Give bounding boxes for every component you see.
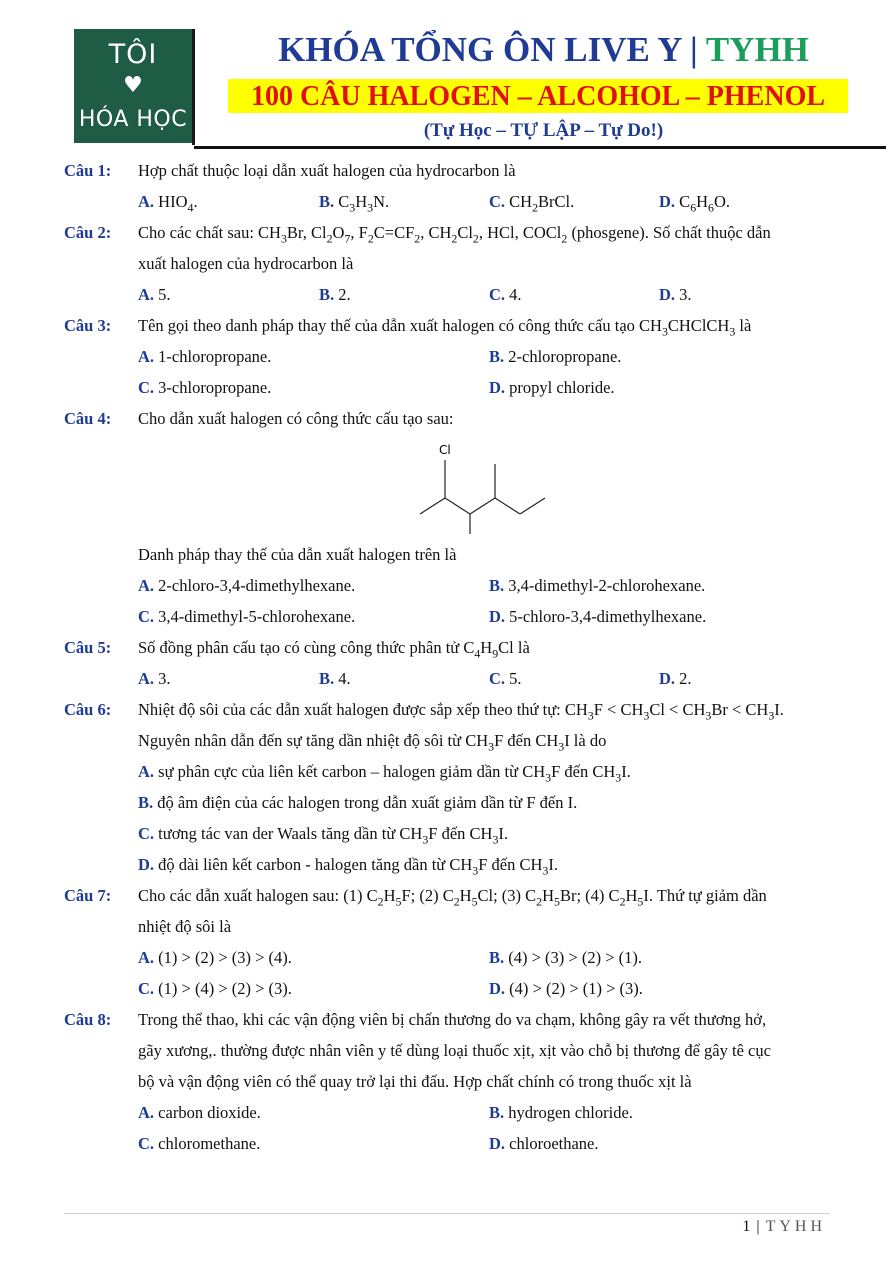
- option-letter: B.: [138, 793, 154, 812]
- question-row: [0, 725, 892, 756]
- options-row: [0, 372, 892, 403]
- header-divider: [192, 29, 195, 145]
- question-text: Cho dẫn xuất halogen có công thức cấu tạo sau:: [138, 409, 454, 428]
- bond-line: [445, 498, 470, 514]
- option-text: 5-chloro-3,4-dimethylhexane.: [505, 607, 707, 626]
- option-letter: D.: [489, 607, 506, 626]
- logo-text-top: TÔI: [108, 39, 158, 70]
- option-text: (1) > (4) > (2) > (3).: [154, 979, 292, 998]
- options-row: [0, 341, 892, 372]
- option-text: tương tác van der Waals tăng dần từ $CH_3F$ đến $CH_3I$.: [154, 824, 509, 847]
- option-text: 3.: [675, 285, 692, 304]
- question-text: Tên gọi theo danh pháp thay thế của dẫn xuất halogen có công thức cấu tạo $CH_3CHClCH_3$ là: [138, 316, 752, 339]
- question-row: [0, 632, 892, 663]
- answer-option: [138, 663, 171, 694]
- answer-option: [138, 1128, 260, 1159]
- option-letter: A.: [138, 1103, 155, 1122]
- option-letter: A.: [138, 347, 155, 366]
- option-letter: D.: [489, 979, 506, 998]
- option-text: sự phân cực của liên kết carbon – halogen giảm dần từ $CH_3F$ đến $CH_3I$.: [154, 762, 631, 785]
- bond-line: [420, 498, 445, 514]
- option-letter: A.: [138, 192, 155, 211]
- question-text: Trong thể thao, khi các vận động viên bị chấn thương do va chạm, không gây ra vết thương hở,: [138, 1010, 767, 1029]
- options-row: [0, 186, 892, 217]
- option-text: 3,4-dimethyl-2-chlorohexane.: [504, 576, 706, 595]
- question-row: [0, 694, 892, 725]
- answer-option: [138, 341, 271, 372]
- option-letter: D.: [489, 1134, 506, 1153]
- chlorine-label: Cl: [439, 443, 451, 457]
- options-row: [0, 849, 892, 880]
- options-row: [0, 570, 892, 601]
- option-text: độ dài liên kết carbon - halogen tăng dần từ $CH_3F$ đến $CH_3I$.: [154, 855, 558, 878]
- option-text: 4.: [334, 669, 351, 688]
- answer-option: [489, 570, 705, 601]
- footer: [742, 1218, 826, 1236]
- options-row: [0, 663, 892, 694]
- question-text: Danh pháp thay thế của dẫn xuất halogen trên là: [138, 545, 457, 564]
- question-row: [0, 155, 892, 186]
- option-text: 3.: [154, 669, 171, 688]
- option-letter: B.: [489, 347, 505, 366]
- options-row: [0, 1097, 892, 1128]
- option-letter: B.: [319, 192, 335, 211]
- footer-brand: TYHH: [765, 1218, 826, 1235]
- header-rule: [194, 146, 886, 149]
- heart-icon: ♥: [123, 73, 143, 98]
- answer-option: [489, 372, 615, 403]
- option-letter: B.: [319, 669, 335, 688]
- answer-option: [138, 570, 355, 601]
- motto: (Tự Học – TỰ LẬP – Tự Do!): [423, 120, 664, 141]
- option-letter: C.: [489, 285, 506, 304]
- question-row: [0, 310, 892, 341]
- logo: [74, 29, 192, 143]
- option-text: 2-chloropropane.: [504, 347, 622, 366]
- option-letter: B.: [489, 1103, 505, 1122]
- question-text: Hợp chất thuộc loại dẫn xuất halogen của hydrocarbon là: [138, 161, 516, 180]
- option-letter: C.: [138, 607, 155, 626]
- option-letter: C.: [138, 1134, 155, 1153]
- options-row: [0, 973, 892, 1004]
- option-text: độ âm điện của các halogen trong dẫn xuất giảm dần từ F đến I.: [153, 793, 578, 812]
- question-text: Nhiệt độ sôi của các dẫn xuất halogen được sắp xếp theo thứ tự: $CH_3F < CH_3Cl < CH_3Br < CH_3I$.: [138, 700, 784, 723]
- footer-rule: [64, 1213, 830, 1214]
- question-text: Cho các dẫn xuất halogen sau: (1) $C_2H_5F$; (2) $C_2H_5Cl$; (3) $C_2H_5Br$; (4) $C_2H_5I$. Thứ tự giảm dần: [138, 886, 767, 909]
- question-label: Câu 6:: [64, 700, 112, 719]
- question-text: Nguyên nhân dẫn đến sự tăng dần nhiệt độ sôi từ $CH_3F$ đến $CH_3I$ là do: [138, 731, 607, 754]
- options-row: [0, 756, 892, 787]
- question-row: [0, 1035, 892, 1066]
- option-text: 3,4-dimethyl-5-chlorohexane.: [154, 607, 356, 626]
- question-text: xuất halogen của hydrocarbon là: [138, 254, 354, 273]
- answer-option: [138, 372, 271, 403]
- answer-option: [138, 787, 577, 818]
- page-title: [205, 30, 882, 70]
- page-subtitle: 100 CÂU HALOGEN – ALCOHOL – PHENOL: [228, 79, 848, 113]
- question-row: [0, 403, 892, 434]
- option-letter: D.: [659, 669, 676, 688]
- option-text: 3-chloropropane.: [154, 378, 272, 397]
- option-text: chloromethane.: [154, 1134, 261, 1153]
- option-text: $HIO_4$.: [154, 192, 198, 215]
- option-letter: A.: [138, 762, 155, 781]
- option-text: 5.: [154, 285, 171, 304]
- option-letter: D.: [659, 285, 676, 304]
- answer-option: [489, 341, 621, 372]
- question-label: Câu 8:: [64, 1010, 112, 1029]
- option-text: (1) > (2) > (3) > (4).: [154, 948, 292, 967]
- option-text: 2-chloro-3,4-dimethylhexane.: [154, 576, 356, 595]
- option-letter: B.: [489, 948, 505, 967]
- answer-option: [489, 279, 522, 310]
- option-text: (4) > (2) > (1) > (3).: [505, 979, 643, 998]
- title-main: KHÓA TỔNG ÔN LIVE Y |: [278, 30, 706, 69]
- option-text: 4.: [505, 285, 522, 304]
- option-letter: D.: [138, 855, 155, 874]
- option-text: $C_3H_3N$.: [334, 192, 390, 215]
- title-accent: TYHH: [705, 30, 809, 69]
- skeletal-formula-diagram: [410, 436, 560, 536]
- question-label: Câu 2:: [64, 223, 112, 242]
- option-text: 2.: [334, 285, 351, 304]
- question-label: Câu 7:: [64, 886, 112, 905]
- question-label: Câu 4:: [64, 409, 112, 428]
- question-label: Câu 3:: [64, 316, 112, 335]
- option-letter: B.: [489, 576, 505, 595]
- question-row: [0, 1066, 892, 1097]
- answer-option: [489, 601, 706, 632]
- option-letter: C.: [138, 979, 155, 998]
- options-row: [0, 818, 892, 849]
- question-text: bộ và vận động viên có thể quay trở lại thi đấu. Hợp chất chính có trong thuốc xịt là: [138, 1072, 692, 1091]
- bond-line: [520, 498, 545, 514]
- option-text: propyl chloride.: [505, 378, 615, 397]
- logo-text-bottom: HÓA HỌC: [78, 107, 188, 132]
- option-text: (4) > (3) > (2) > (1).: [504, 948, 643, 967]
- answer-option: [138, 1097, 261, 1128]
- option-letter: C.: [138, 824, 155, 843]
- option-text: 2.: [675, 669, 692, 688]
- option-letter: A.: [138, 285, 155, 304]
- options-row: [0, 279, 892, 310]
- question-text: nhiệt độ sôi là: [138, 917, 232, 936]
- structure-figure: [0, 434, 892, 539]
- option-letter: B.: [319, 285, 335, 304]
- question-row: [0, 248, 892, 279]
- options-row: [0, 787, 892, 818]
- answer-option: [489, 942, 642, 973]
- question-row: [0, 1004, 892, 1035]
- option-text: $C_6H_6O$.: [675, 192, 731, 215]
- option-letter: C.: [138, 378, 155, 397]
- option-text: hydrogen chloride.: [504, 1103, 633, 1122]
- question-row: [0, 911, 892, 942]
- option-text: 1-chloropropane.: [154, 347, 272, 366]
- option-text: $CH_2BrCl$.: [505, 192, 575, 215]
- answer-option: [489, 663, 522, 694]
- question-row: [0, 217, 892, 248]
- question-label: Câu 1:: [64, 161, 112, 180]
- answer-option: [659, 279, 692, 310]
- question-text: Số đồng phân cấu tạo có cùng công thức phân tử $C_4H_9Cl$ là: [138, 638, 530, 661]
- option-letter: A.: [138, 669, 155, 688]
- answer-option: [138, 601, 355, 632]
- answer-option: [319, 663, 351, 694]
- option-letter: D.: [489, 378, 506, 397]
- option-letter: A.: [138, 576, 155, 595]
- option-letter: C.: [489, 669, 506, 688]
- answer-option: [489, 1128, 599, 1159]
- answer-option: [659, 663, 692, 694]
- answer-option: [138, 279, 171, 310]
- answer-option: [489, 973, 643, 1004]
- options-row: [0, 1128, 892, 1159]
- question-text: Cho các chất sau: $CH_3Br$, $Cl_2O_7$, $F_2C=CF_2$, $CH_2Cl_2$, HCl, COCl$_2$ (phosgene). Số chất thuộc dẫn: [138, 223, 771, 246]
- option-text: 5.: [505, 669, 522, 688]
- option-text: carbon dioxide.: [154, 1103, 261, 1122]
- question-row: [0, 539, 892, 570]
- question-text: gãy xương,. thường được nhân viên y tế dùng loại thuốc xịt, xịt vào chỗ bị thương để gây tê cục: [138, 1041, 771, 1060]
- answer-option: [489, 1097, 633, 1128]
- answer-option: [319, 279, 351, 310]
- option-letter: D.: [659, 192, 676, 211]
- bond-line: [495, 498, 520, 514]
- option-letter: C.: [489, 192, 506, 211]
- options-row: [0, 942, 892, 973]
- option-letter: A.: [138, 948, 155, 967]
- question-label: Câu 5:: [64, 638, 112, 657]
- question-row: [0, 880, 892, 911]
- page-number: 1 |: [742, 1218, 766, 1235]
- options-row: [0, 601, 892, 632]
- option-text: chloroethane.: [505, 1134, 599, 1153]
- bond-line: [470, 498, 495, 514]
- answer-option: [138, 942, 292, 973]
- question-list: [0, 155, 892, 1159]
- answer-option: [138, 973, 292, 1004]
